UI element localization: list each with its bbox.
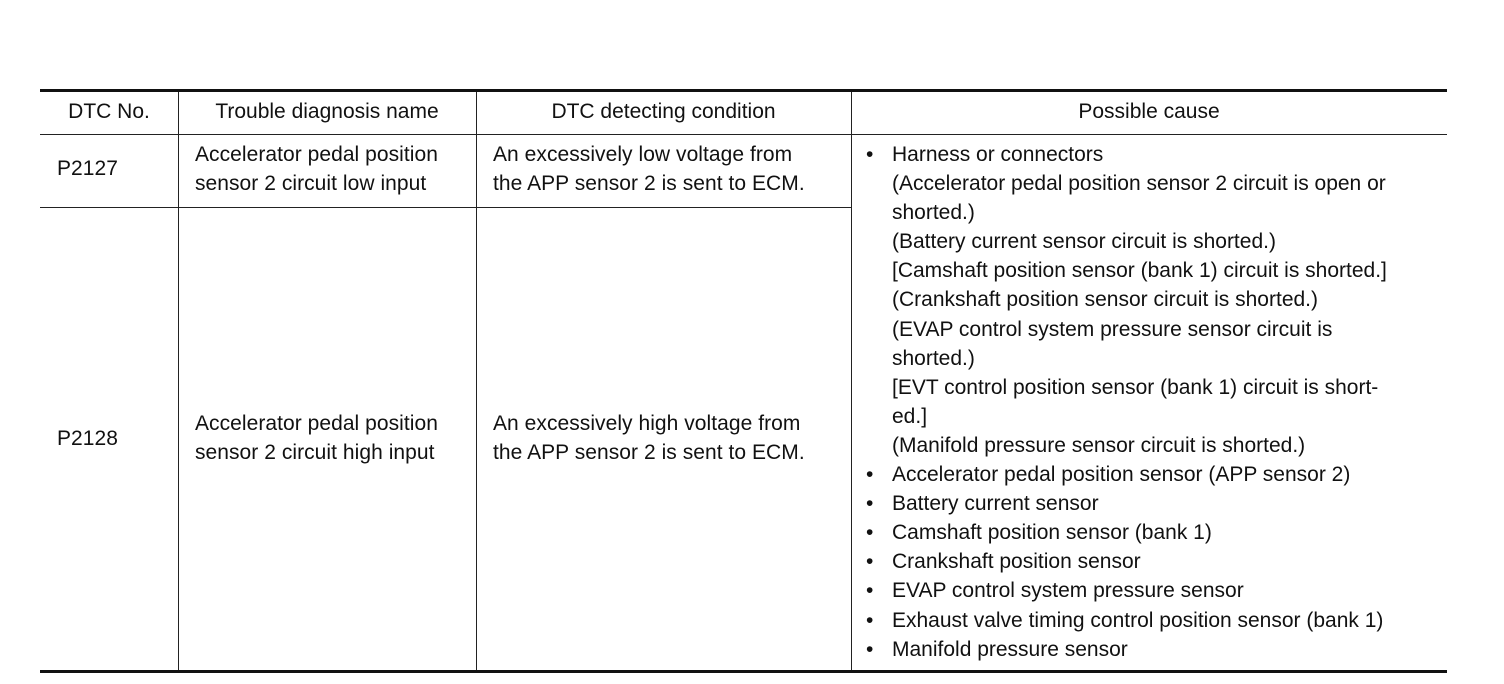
condition-line: the APP sensor 2 is sent to ECM. xyxy=(493,172,805,195)
cause-item xyxy=(866,576,1387,605)
cause-detail: [EVT control position sensor (bank 1) circuit is short- xyxy=(892,375,1379,399)
cause-detail: shorted.) xyxy=(892,346,975,370)
trouble-name-line: Accelerator pedal position xyxy=(195,143,438,166)
cause-detail: (EVAP control system pressure sensor circuit is xyxy=(892,317,1333,341)
cause-detail: (Accelerator pedal position sensor 2 circuit is open or xyxy=(892,172,1386,196)
bullet-icon: • xyxy=(866,143,874,166)
cause-detail: (Manifold pressure sensor circuit is shorted.) xyxy=(892,433,1306,457)
header-possible-cause: Possible cause xyxy=(1078,100,1220,123)
header-divider xyxy=(40,134,1447,135)
bullet-icon: • xyxy=(866,637,874,661)
condition-line: An excessively high voltage from xyxy=(493,412,801,435)
cause-detail: shorted.) xyxy=(892,201,975,225)
bullet-icon: • xyxy=(866,492,874,516)
bullet-icon: • xyxy=(866,579,874,603)
cause-text: Battery current sensor xyxy=(892,492,1099,516)
trouble-name xyxy=(195,140,438,198)
cause-item xyxy=(866,547,1387,576)
column-divider xyxy=(178,92,179,670)
dtc-table xyxy=(40,89,1447,673)
cause-item xyxy=(866,606,1387,635)
cause-detail: [Camshaft position sensor (bank 1) circuit is shorted.] xyxy=(892,259,1387,283)
cause-text: Camshaft position sensor (bank 1) xyxy=(892,521,1212,545)
cause-text: Manifold pressure sensor xyxy=(892,637,1128,661)
possible-cause-list xyxy=(866,140,1387,664)
column-divider xyxy=(476,92,477,670)
cause-item xyxy=(866,635,1387,664)
cause-item xyxy=(866,460,1387,489)
cause-title: Harness or connectors xyxy=(892,143,1104,166)
cause-text: Crankshaft position sensor xyxy=(892,550,1141,574)
cause-detail: ed.] xyxy=(892,404,928,428)
trouble-name-line: sensor 2 circuit high input xyxy=(195,441,435,464)
cause-item xyxy=(866,518,1387,547)
cause-text: Accelerator pedal position sensor (APP sensor 2) xyxy=(892,463,1351,487)
column-divider xyxy=(851,92,852,670)
header-dtc-no: DTC No. xyxy=(68,100,150,123)
bullet-icon: • xyxy=(866,550,874,574)
condition-line: An excessively low voltage from xyxy=(493,143,793,166)
cause-item-harness xyxy=(866,140,1387,460)
bullet-icon: • xyxy=(866,463,874,487)
bullet-icon: • xyxy=(866,521,874,545)
dtc-code: P2127 xyxy=(57,157,118,180)
trouble-name-line: Accelerator pedal position xyxy=(195,412,438,435)
trouble-name-line: sensor 2 circuit low input xyxy=(195,172,427,195)
bullet-icon: • xyxy=(866,608,874,632)
detecting-condition xyxy=(493,140,805,198)
condition-line: the APP sensor 2 is sent to ECM. xyxy=(493,441,805,464)
detecting-condition xyxy=(493,409,805,467)
cause-detail: (Battery current sensor circuit is shorted.) xyxy=(892,230,1276,254)
dtc-code: P2128 xyxy=(57,427,118,450)
header-condition: DTC detecting condition xyxy=(551,100,776,123)
cause-item xyxy=(866,489,1387,518)
cause-detail: (Crankshaft position sensor circuit is shorted.) xyxy=(892,288,1318,312)
cause-text: Exhaust valve timing control position sensor (bank 1) xyxy=(892,608,1384,632)
cause-text: EVAP control system pressure sensor xyxy=(892,579,1244,603)
row-divider xyxy=(40,207,851,208)
trouble-name xyxy=(195,409,438,467)
header-trouble-name: Trouble diagnosis name xyxy=(215,100,439,123)
